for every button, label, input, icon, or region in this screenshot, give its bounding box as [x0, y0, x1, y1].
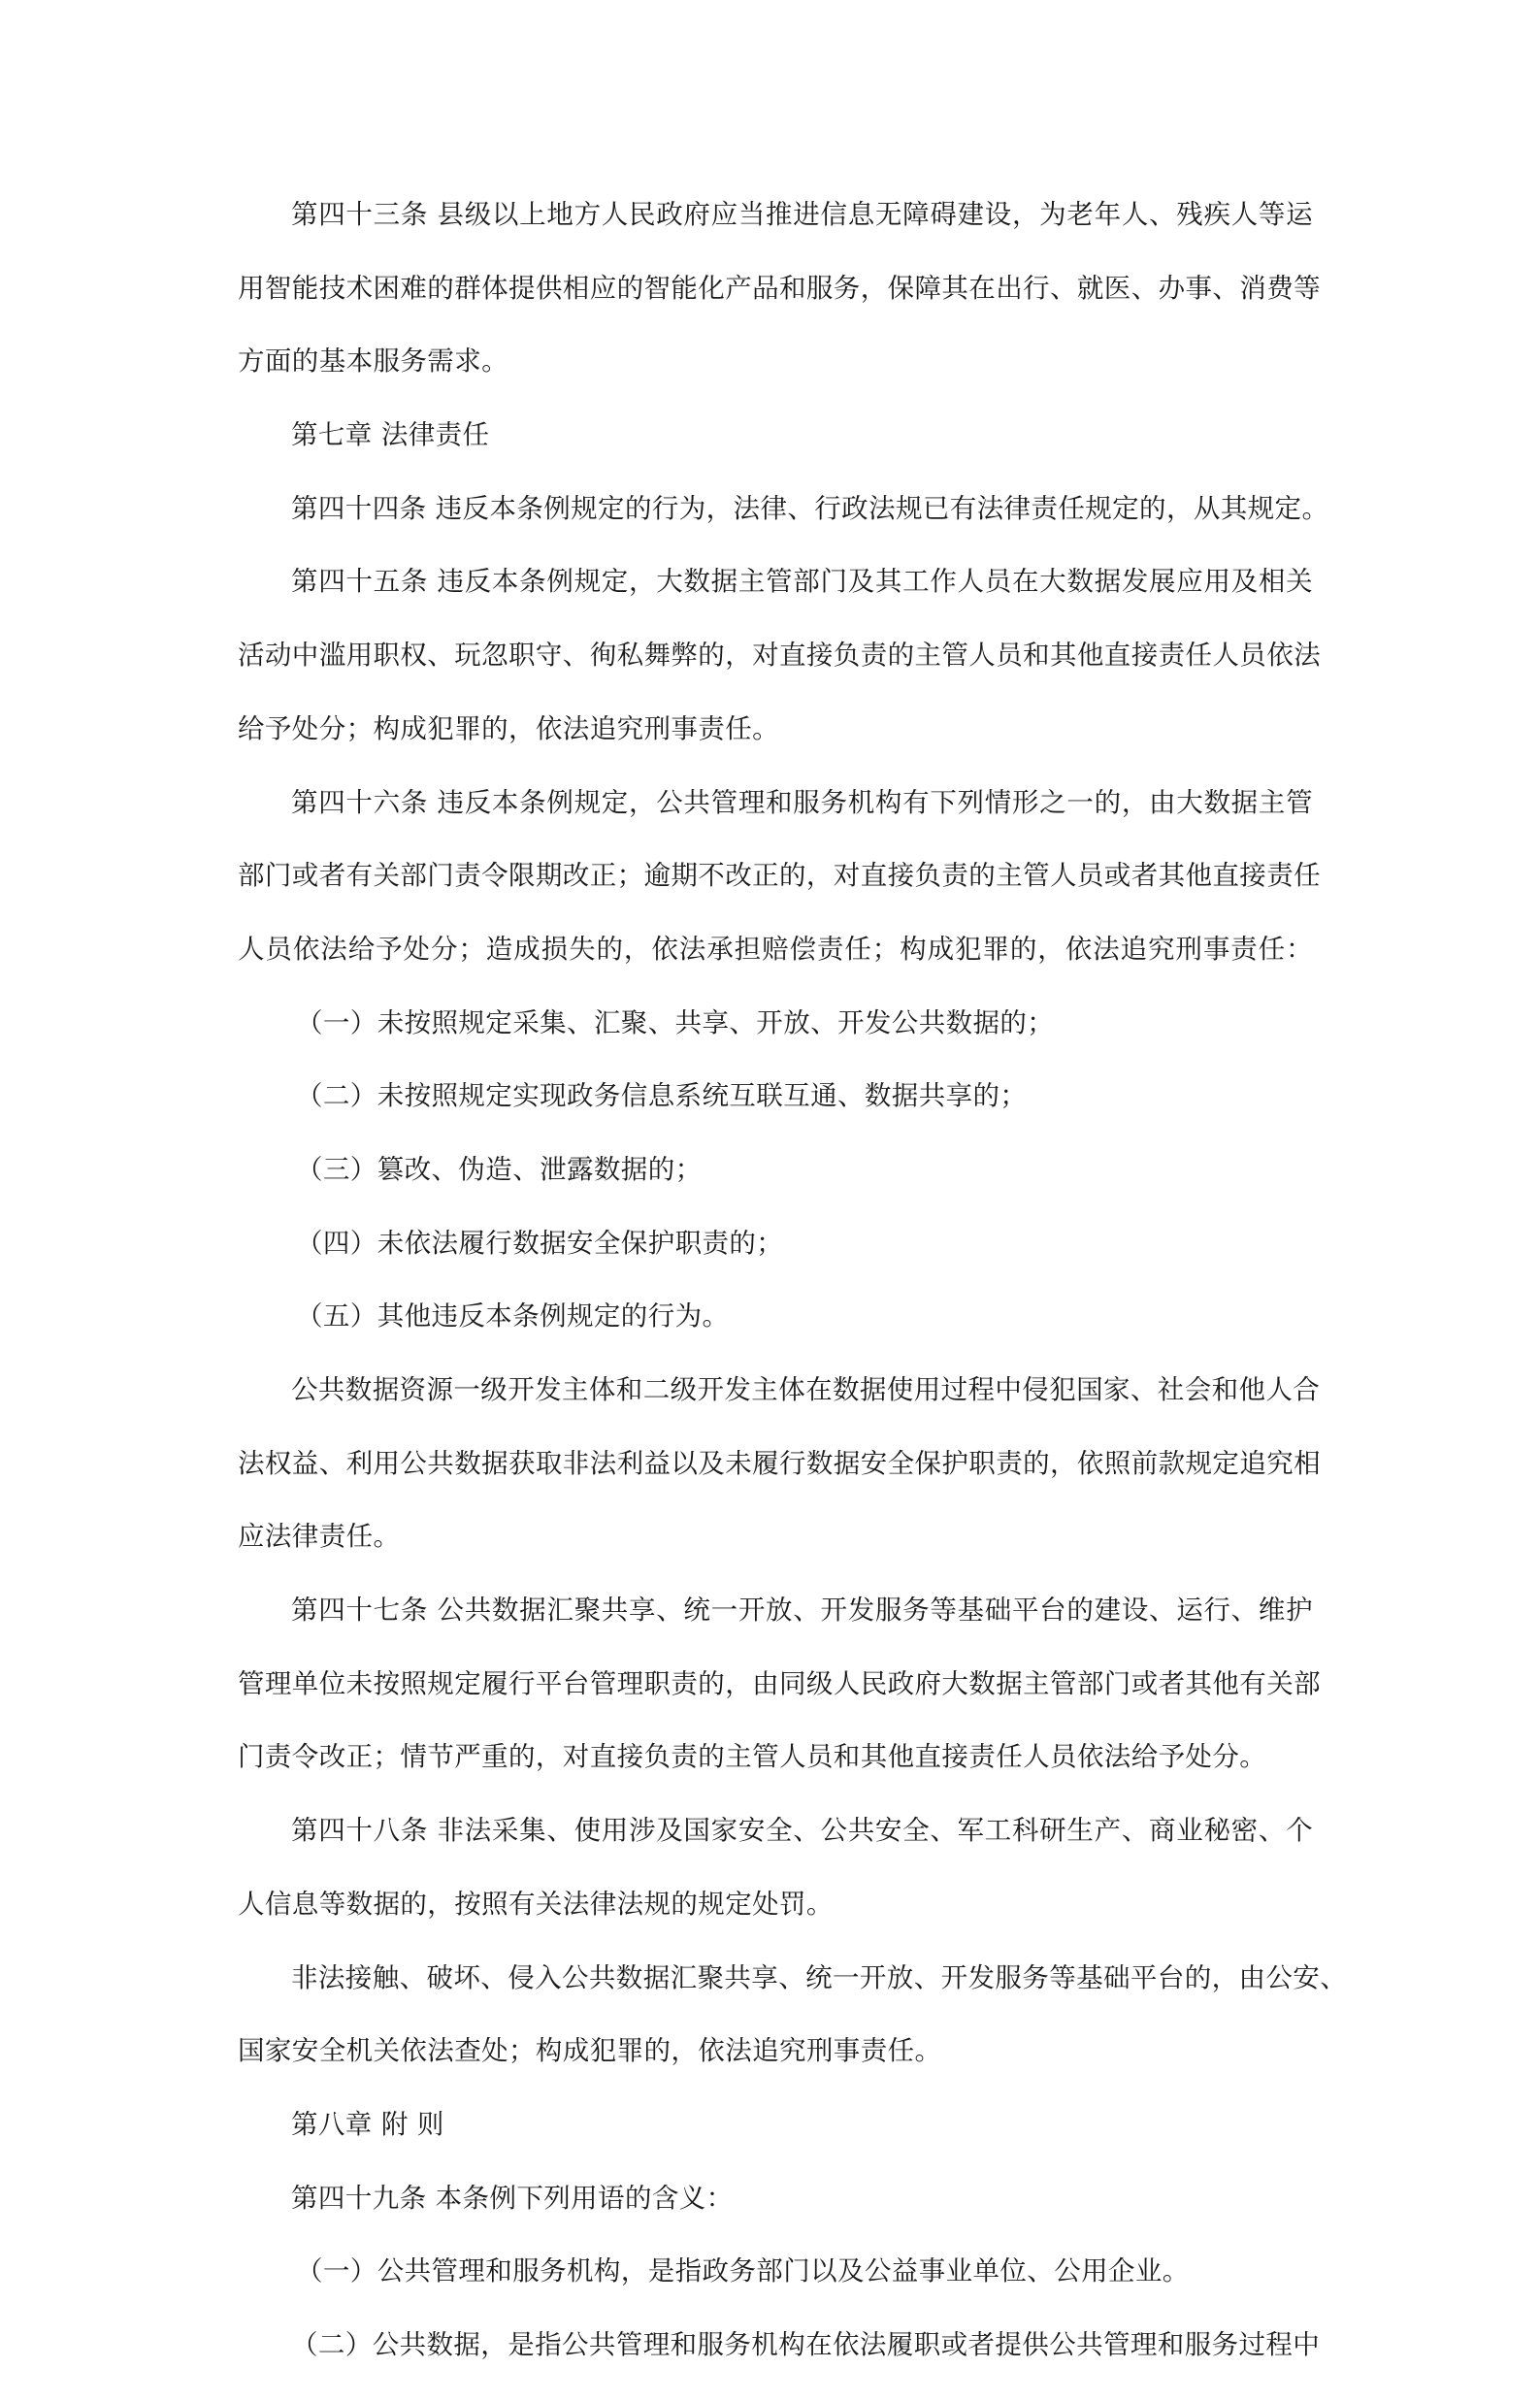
article-43-line-2: 用智能技术困难的群体提供相应的智能化产品和服务，保障其在出行、就医、办事、消费等: [238, 272, 1321, 304]
article-48-line-1: 第四十八条 非法采集、使用涉及国家安全、公共安全、军工科研生产、商业秘密、个: [291, 1815, 1313, 1847]
article-45-line-1: 第四十五条 违反本条例规定，大数据主管部门及其工作人员在大数据发展应用及相关: [291, 566, 1313, 598]
article-44: 第四十四条 违反本条例规定的行为，法律、行政法规已有法律责任规定的，从其规定。: [291, 492, 1329, 524]
chapter-8-heading: 第八章 附 则: [291, 2108, 444, 2140]
document-page: [238, 197, 1348, 2401]
chapter-7-heading: 第七章 法律责任: [291, 419, 490, 451]
article-46-item-5: （五）其他违反本条例规定的行为。: [296, 1300, 730, 1332]
article-46-line-1: 第四十六条 违反本条例规定，公共管理和服务机构有下列情形之一的，由大数据主管: [291, 786, 1313, 818]
article-45-line-3: 给予处分；构成犯罪的，依法追究刑事责任。: [238, 712, 779, 744]
article-49-item-2: （二）公共数据，是指公共管理和服务机构在依法履职或者提供公共管理和服务过程中: [291, 2328, 1321, 2360]
article-46-para-2-line-3: 应法律责任。: [238, 1521, 401, 1553]
article-48-para-2-line-2: 国家安全机关依法查处；构成犯罪的，依法追究刑事责任。: [238, 2035, 942, 2067]
article-46-item-4: （四）未依法履行数据安全保护职责的；: [296, 1227, 784, 1259]
article-46-line-2: 部门或者有关部门责令限期改正；逾期不改正的，对直接负责的主管人员或者其他直接责任: [238, 860, 1321, 892]
article-47-line-1: 第四十七条 公共数据汇聚共享、统一开放、开发服务等基础平台的建设、运行、维护: [291, 1595, 1313, 1627]
article-43-line-1: 第四十三条 县级以上地方人民政府应当推进信息无障碍建设，为老年人、残疾人等运: [291, 199, 1313, 230]
article-46-item-3: （三）篡改、伪造、泄露数据的；: [296, 1153, 703, 1185]
article-49-item-1: （一）公共管理和服务机构，是指政务部门以及公益事业单位、公用企业。: [296, 2255, 1190, 2287]
article-43-line-3: 方面的基本服务需求。: [238, 345, 508, 378]
article-46-para-2-line-2: 法权益、利用公共数据获取非法利益以及未履行数据安全保护职责的，依照前款规定追究相: [238, 1447, 1321, 1479]
article-47-line-3: 门责令改正；情节严重的，对直接负责的主管人员和其他直接责任人员依法给予处分。: [238, 1741, 1267, 1773]
article-46-item-1: （一）未按照规定采集、汇聚、共享、开放、开发公共数据的；: [296, 1006, 1055, 1038]
article-46-item-2: （二）未按照规定实现政务信息系统互联互通、数据共享的；: [296, 1080, 1028, 1112]
article-46-para-2-line-1: 公共数据资源一级开发主体和二级开发主体在数据使用过程中侵犯国家、社会和他人合: [291, 1374, 1321, 1405]
article-45-line-2: 活动中滥用职权、玩忽职守、徇私舞弊的，对直接负责的主管人员和其他直接责任人员依法: [238, 640, 1321, 672]
article-49-line-1: 第四十九条 本条例下列用语的含义：: [291, 2182, 734, 2214]
article-48-para-2-line-1: 非法接触、破坏、侵入公共数据汇聚共享、统一开放、开发服务等基础平台的，由公安、: [291, 1961, 1348, 1993]
article-46-line-3: 人员依法给予处分；造成损失的，依法承担赔偿责任；构成犯罪的，依法追究刑事责任：: [238, 933, 1313, 965]
article-47-line-2: 管理单位未按照规定履行平台管理职责的，由同级人民政府大数据主管部门或者其他有关部: [238, 1667, 1321, 1699]
article-48-line-2: 人信息等数据的，按照有关法律法规的规定处罚。: [238, 1888, 834, 1920]
